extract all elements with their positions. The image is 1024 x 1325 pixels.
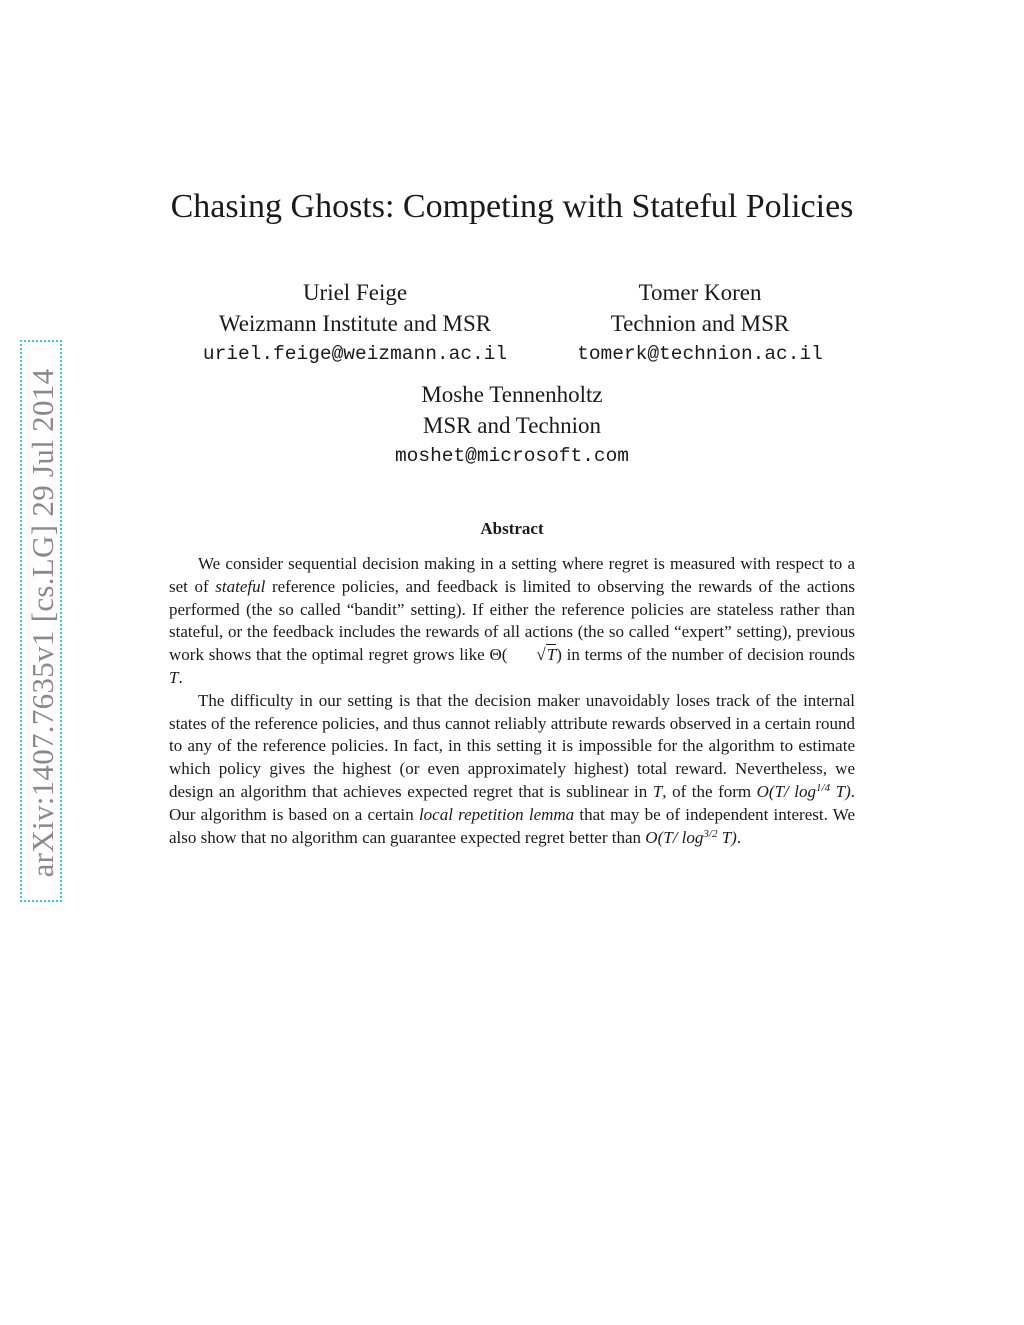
author-affiliation: MSR and Technion [422,412,602,438]
abstract-body [169,553,855,849]
upper-bound-formula: O(T/ $\log^{1/4} T$) [756,781,851,801]
author-email[interactable]: uriel.feige@weizmann.ac.il [202,343,508,365]
abstract-paragraph-2: The difficulty in our setting is that the decision maker unavoidably loses track of the internal states of the reference policies, and thus cannot reliably attribute rewards observed in a certain round to any of the reference policies. In fact, in this setting it is impossible for the algorithm to estimate which policy gives the highest (or even approximately highest) total reward. Nevertheless, we design an algorithm that achieves expected regret that is sublinear in T, of the form O(T/ $\log^{1/4} T$). Our algorithm is based on a certain local repetition lemma that may be of independent interest. We also show that no algorithm can guarantee expected regret better than O(T/ $\log^{3/2} T$). [169,690,855,847]
author-block-1 [170,278,540,370]
theta-formula: Θ( √T) [489,645,561,664]
author-block-3 [340,380,684,472]
author-name: Uriel Feige [302,280,408,305]
emphasis-stateful: stateful [215,576,266,596]
author-affiliation: Weizmann Institute and MSR [218,310,492,336]
emphasis-lemma: local repetition lemma [418,804,575,824]
paper-title: Chasing Ghosts: Competing with Stateful Policies [170,188,854,225]
author-affiliation: Technion and MSR [610,310,790,336]
abstract-heading: Abstract [480,519,544,538]
author-email[interactable]: moshet@microsoft.com [394,445,630,467]
author-block-2 [540,278,860,370]
arxiv-stamp-text: arXiv:1407.7635v1 [cs.LG] 29 Jul 2014 [25,368,60,878]
arxiv-stamp [20,340,62,902]
author-name: Tomer Koren [638,280,762,305]
author-name: Moshe Tennenholtz [421,382,603,407]
abstract-paragraph-1: We consider sequential decision making in a setting where regret is measured with respect to a set of stateful reference policies, and feedback is limited to observing the rewards of the actions performed (the so called “bandit” setting). If either the reference policies are stateless rather than stateful, or the feedback includes the rewards of all actions (the so called “expert” setting), previous work shows that the optimal regret grows like Θ( √T) in terms of the number of decision rounds T. [169,554,855,687]
lower-bound-formula: O(T/ $\log^{3/2} T$) [645,827,737,847]
sqrt-expression: √T [536,645,557,665]
author-email[interactable]: tomerk@technion.ac.il [577,343,823,365]
